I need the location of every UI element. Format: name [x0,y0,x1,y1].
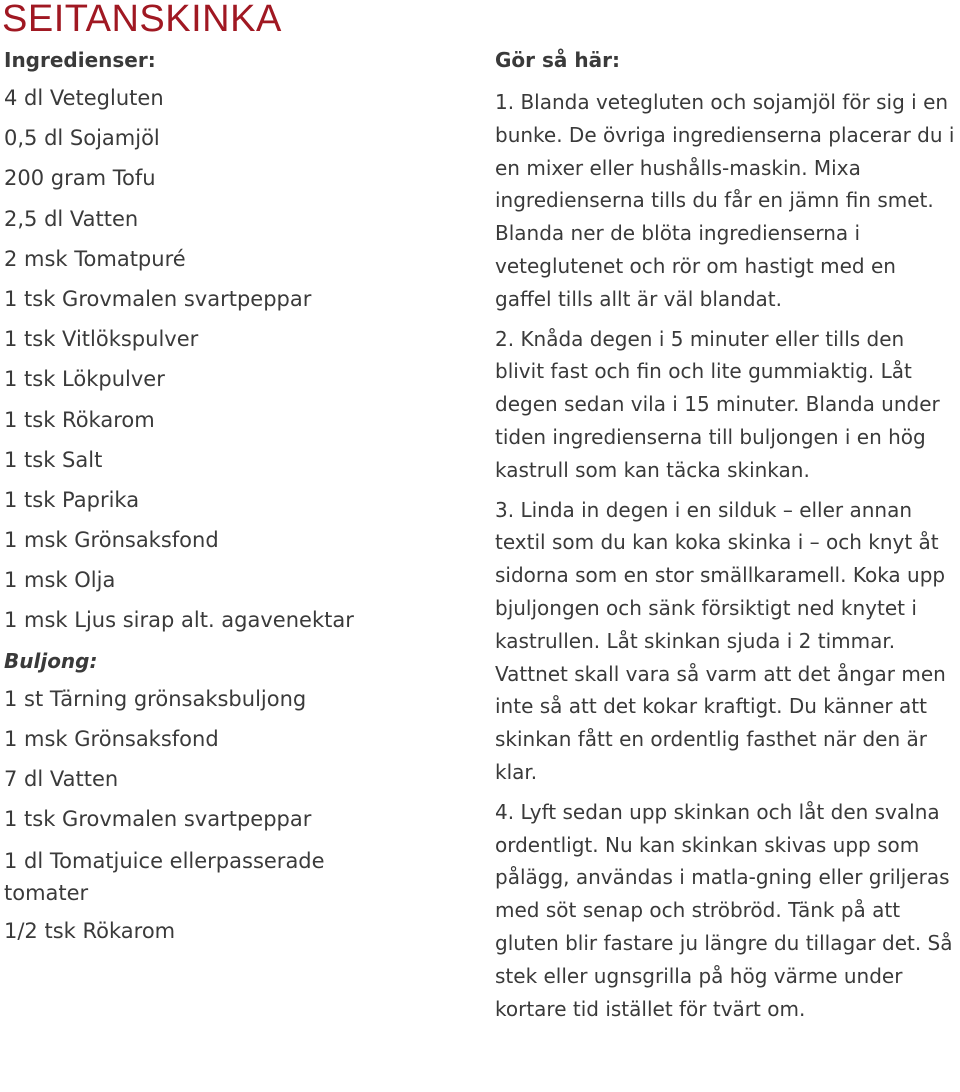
ingredients-column [4,46,474,958]
broth-list [4,685,474,946]
ingredient-item: 1 msk Grönsaksfond [4,528,219,553]
broth-item: 1 msk Grönsaksfond [4,726,219,751]
ingredient-item: 0,5 dl Sojamjöl [4,126,160,151]
recipe-title: SEITANSKINKA [2,0,282,40]
ingredient-item: 1 msk Ljus sirap alt. agavenektar [4,608,354,633]
ingredients-list [4,84,474,634]
broth-item: 1 dl Tomatjuice ellerpasserade tomater [4,849,325,906]
ingredient-item: 1 tsk Grovmalen svartpeppar [4,286,312,311]
broth-item: 7 dl Vatten [4,767,119,791]
ingredient-item: 1 tsk Salt [4,447,103,472]
instruction-step: 3. Linda in degen i en silduk – eller annan textil som du kan koka skinka i – och knyt åt sidorna som en stor smällkaramell. Koka upp bjuljongen och sänk försiktigt ned knytet i kastrullen. Låt skinkan sjuda i 2 timmar. Vattnet skall vara så varm att det ångar men inte så att det kokar kraftigt. Du känner att skinkan fått en ordentlig fasthet när den är klar. [495,497,946,784]
instruction-step: 1. Blanda vetegluten och sojamjöl för sig i en bunke. De övriga ingredienserna placerar du i en mixer eller hushålls-maskin. Mixa ingredienserna tills du får en jämn fin smet. Blanda ner de blöta ingredienserna i veteglutenet och rör om hastigt med en gaffel tills allt är väl blandat. [495,90,955,311]
ingredient-item: 1 msk Olja [4,568,116,593]
ingredient-item: 200 gram Tofu [4,166,156,191]
ingredients-heading: Ingredienser: [4,48,156,72]
ingredient-item: 1 tsk Vitlökspulver [4,327,199,352]
ingredient-item: 2 msk Tomatpuré [4,246,186,271]
broth-item: 1 tsk Grovmalen svartpeppar [4,807,312,832]
instruction-step: 2. Knåda degen i 5 minuter eller tills den blivit fast och fin och lite gummiaktig. Låt degen sedan vila i 15 minuter. Blanda under tiden ingredienserna till buljongen i en hög kastrull som kan täcka skinkan. [495,326,940,482]
instruction-step: 4. Lyft sedan upp skinkan och låt den svalna ordentligt. Nu kan skinkan skivas upp som pålägg, användas i matla-gning eller griljeras med söt senap och ströbröd. Tänk på att gluten blir fastare ju längre du tillagar det. Så stek eller ugnsgrilla på hög värme under kortare tid istället för tvärt om. [495,799,953,1021]
ingredient-item: 1 tsk Paprika [4,487,140,512]
ingredient-item: 1 tsk Lökpulver [4,367,165,392]
broth-item: 1/2 tsk Rökarom [4,919,176,944]
instructions-column [495,46,957,1032]
broth-item: 1 st Tärning grönsaksbuljong [4,686,307,711]
instructions-heading: Gör så här: [495,48,620,72]
ingredient-item: 2,5 dl Vatten [4,206,139,231]
ingredient-item: 4 dl Vetegluten [4,86,164,110]
ingredient-item: 1 tsk Rökarom [4,407,155,432]
broth-heading: Buljong: [4,648,98,673]
